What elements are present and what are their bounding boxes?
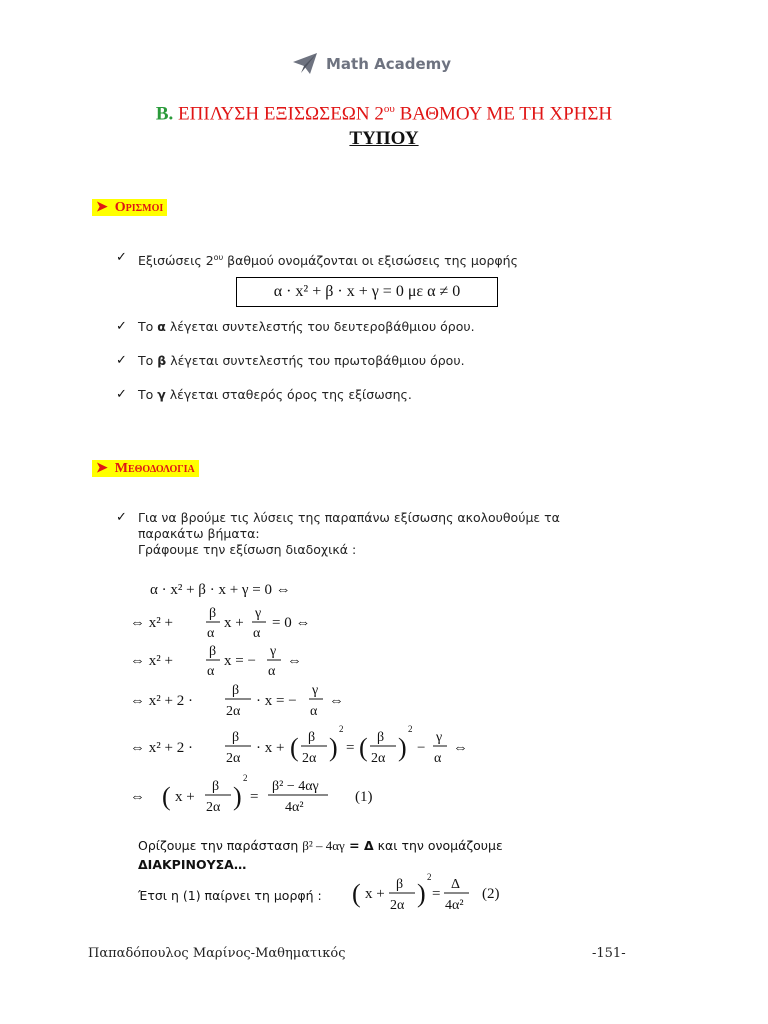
svg-text:· x = −: · x = − (256, 693, 297, 709)
discriminant-name: ΔΙΑΚΡΙΝΟΥΣΑ… (138, 857, 247, 872)
svg-text:(: ( (352, 879, 361, 908)
svg-text:2α: 2α (371, 751, 386, 766)
define-before: Ορίζουμε την παράσταση (138, 838, 303, 853)
eq1-label: (1) (355, 789, 373, 805)
item-text-rest: λέγεται συντελεστής του πρωτοβάθμιου όρου. (166, 353, 465, 368)
define-delta: = Δ (344, 838, 374, 853)
svg-text:α: α (253, 626, 261, 641)
svg-text:2: 2 (427, 872, 432, 882)
item-text: Το (138, 353, 158, 368)
footer-author: Παπαδόπουλος Μαρίνος-Μαθηματικός (88, 946, 346, 961)
svg-text:β: β (209, 644, 217, 659)
svg-text:· x +: · x + (256, 740, 285, 756)
definition-line (138, 838, 503, 854)
svg-text:4α²: 4α² (285, 800, 304, 815)
list-item (116, 387, 412, 403)
section-methodology-header: ➤ Μεθοδολογια (92, 457, 199, 477)
title-line1: ΕΠΙΛΥΣΗ ΕΞΙΣΩΣΕΩΝ 2 (178, 103, 384, 125)
svg-text:(: ( (162, 782, 171, 811)
logo (292, 52, 451, 76)
list-item (116, 510, 560, 558)
title-prefix: Β. (155, 103, 174, 125)
intro-line2: παρακάτω βήματα: (138, 526, 260, 541)
list-item (116, 250, 518, 269)
section-definitions-header: ➤ Ορισμοι (92, 196, 167, 216)
svg-text:α: α (268, 664, 276, 679)
title-superscript: ου (383, 103, 395, 115)
derivation-steps (130, 572, 510, 822)
svg-text:β: β (377, 730, 385, 745)
svg-text:(: ( (359, 733, 368, 762)
item-text: Το (138, 319, 158, 334)
svg-text:): ) (417, 879, 426, 908)
svg-text:4α²: 4α² (445, 898, 464, 913)
svg-text:β: β (396, 877, 404, 892)
item-text-rest: λέγεται συντελεστής του δευτεροβάθμιου όρου. (165, 319, 475, 334)
check-icon: ✓ (116, 250, 127, 265)
svg-text:2α: 2α (206, 800, 221, 815)
check-icon: ✓ (116, 319, 127, 334)
page-number: -151- (592, 946, 626, 961)
item-text-rest: λέγεται σταθερός όρος της εξίσωσης. (165, 387, 412, 402)
svg-text:⇔ x² + 2 ·: ⇔ x² + 2 · (130, 740, 193, 756)
svg-text:α: α (434, 751, 442, 766)
section-definitions-label: Ορισμοι (114, 200, 164, 215)
svg-text:=: = (432, 886, 441, 902)
item-sup: ου (213, 253, 224, 262)
paper-plane-icon (292, 52, 318, 76)
svg-text:): ) (329, 733, 338, 762)
svg-text:): ) (233, 782, 242, 811)
svg-text:β: β (232, 730, 240, 745)
svg-text:x = −: x = − (224, 653, 256, 669)
title-line2: ΤΥΠΟΥ (349, 128, 419, 149)
svg-text:β: β (209, 606, 217, 621)
svg-text:β: β (308, 730, 316, 745)
check-icon: ✓ (116, 353, 127, 368)
page-title (0, 103, 768, 125)
intro-line1: Για να βρούμε τις λύσεις της παραπάνω εξίσωσης ακολουθούμε τα (138, 510, 560, 525)
check-icon: ✓ (116, 387, 127, 402)
svg-text:⇔: ⇔ (287, 653, 302, 669)
title-line1-rest: ΒΑΘΜΟΥ ΜΕ ΤΗ ΧΡΗΣΗ (394, 103, 613, 125)
item-bold: γ (157, 387, 166, 402)
svg-text:2: 2 (243, 773, 248, 783)
list-item (116, 319, 475, 335)
svg-text:⇔: ⇔ (130, 789, 145, 805)
svg-text:=: = (346, 740, 355, 756)
svg-text:(: ( (290, 733, 299, 762)
svg-text:⇔ x² +: ⇔ x² + (130, 653, 173, 669)
intro-line3: Γράφουμε την εξίσωση διαδοχικά : (138, 542, 357, 557)
svg-text:= 0 ⇔: = 0 ⇔ (272, 615, 311, 631)
svg-text:⇔ x² + 2 ·: ⇔ x² + 2 · (130, 693, 193, 709)
svg-text:γ: γ (312, 683, 319, 698)
svg-text:⇔: ⇔ (453, 740, 468, 756)
svg-text:β: β (232, 683, 240, 698)
svg-text:α · x² + β · x + γ = 0 ⇔: α · x² + β · x + γ = 0 ⇔ (150, 582, 291, 598)
svg-text:2α: 2α (390, 898, 405, 913)
svg-text:): ) (398, 733, 407, 762)
svg-text:α: α (207, 626, 215, 641)
logo-text: Math Academy (326, 55, 452, 73)
svg-text:2: 2 (339, 724, 344, 734)
svg-text:2α: 2α (226, 704, 241, 719)
final-form-formula (352, 872, 512, 920)
svg-text:α: α (310, 704, 318, 719)
formula-box (236, 277, 498, 307)
eq2-label: (2) (482, 886, 500, 902)
define-after: και την ονομάζουμε (373, 838, 503, 853)
page-title-line2 (0, 128, 768, 150)
svg-text:⇔: ⇔ (329, 693, 344, 709)
section-methodology-label: Μεθοδολογια (114, 461, 195, 476)
svg-text:2α: 2α (226, 751, 241, 766)
item-bold: α (157, 319, 166, 334)
svg-text:2α: 2α (302, 751, 317, 766)
define-expr: β² – 4αγ (302, 838, 345, 853)
check-icon: ✓ (116, 510, 127, 525)
svg-text:α: α (207, 664, 215, 679)
svg-text:x +: x + (175, 789, 195, 805)
list-item (116, 353, 465, 369)
item-text-rest: βαθμού ονομάζονται οι εξισώσεις της μορφής (223, 253, 518, 269)
svg-text:γ: γ (255, 606, 262, 621)
svg-text:x +: x + (365, 886, 385, 902)
svg-text:γ: γ (270, 644, 277, 659)
svg-text:β² − 4αγ: β² − 4αγ (272, 779, 319, 794)
form-text: Έτσι η (1) παίρνει τη μορφή : (138, 888, 322, 903)
svg-text:β: β (212, 779, 220, 794)
svg-text:γ: γ (436, 730, 443, 745)
svg-text:−: − (417, 740, 426, 756)
item-text: Το (138, 387, 158, 402)
svg-text:Δ: Δ (451, 877, 461, 892)
item-bold: β (157, 353, 167, 368)
svg-text:2: 2 (408, 724, 413, 734)
formula-text: α · x² + β · x + γ = 0 με α ≠ 0 (273, 283, 461, 300)
svg-text:⇔ x² +: ⇔ x² + (130, 615, 173, 631)
svg-text:=: = (250, 789, 259, 805)
svg-text:x +: x + (224, 615, 244, 631)
item-text: Εξισώσεις 2 (138, 253, 214, 269)
